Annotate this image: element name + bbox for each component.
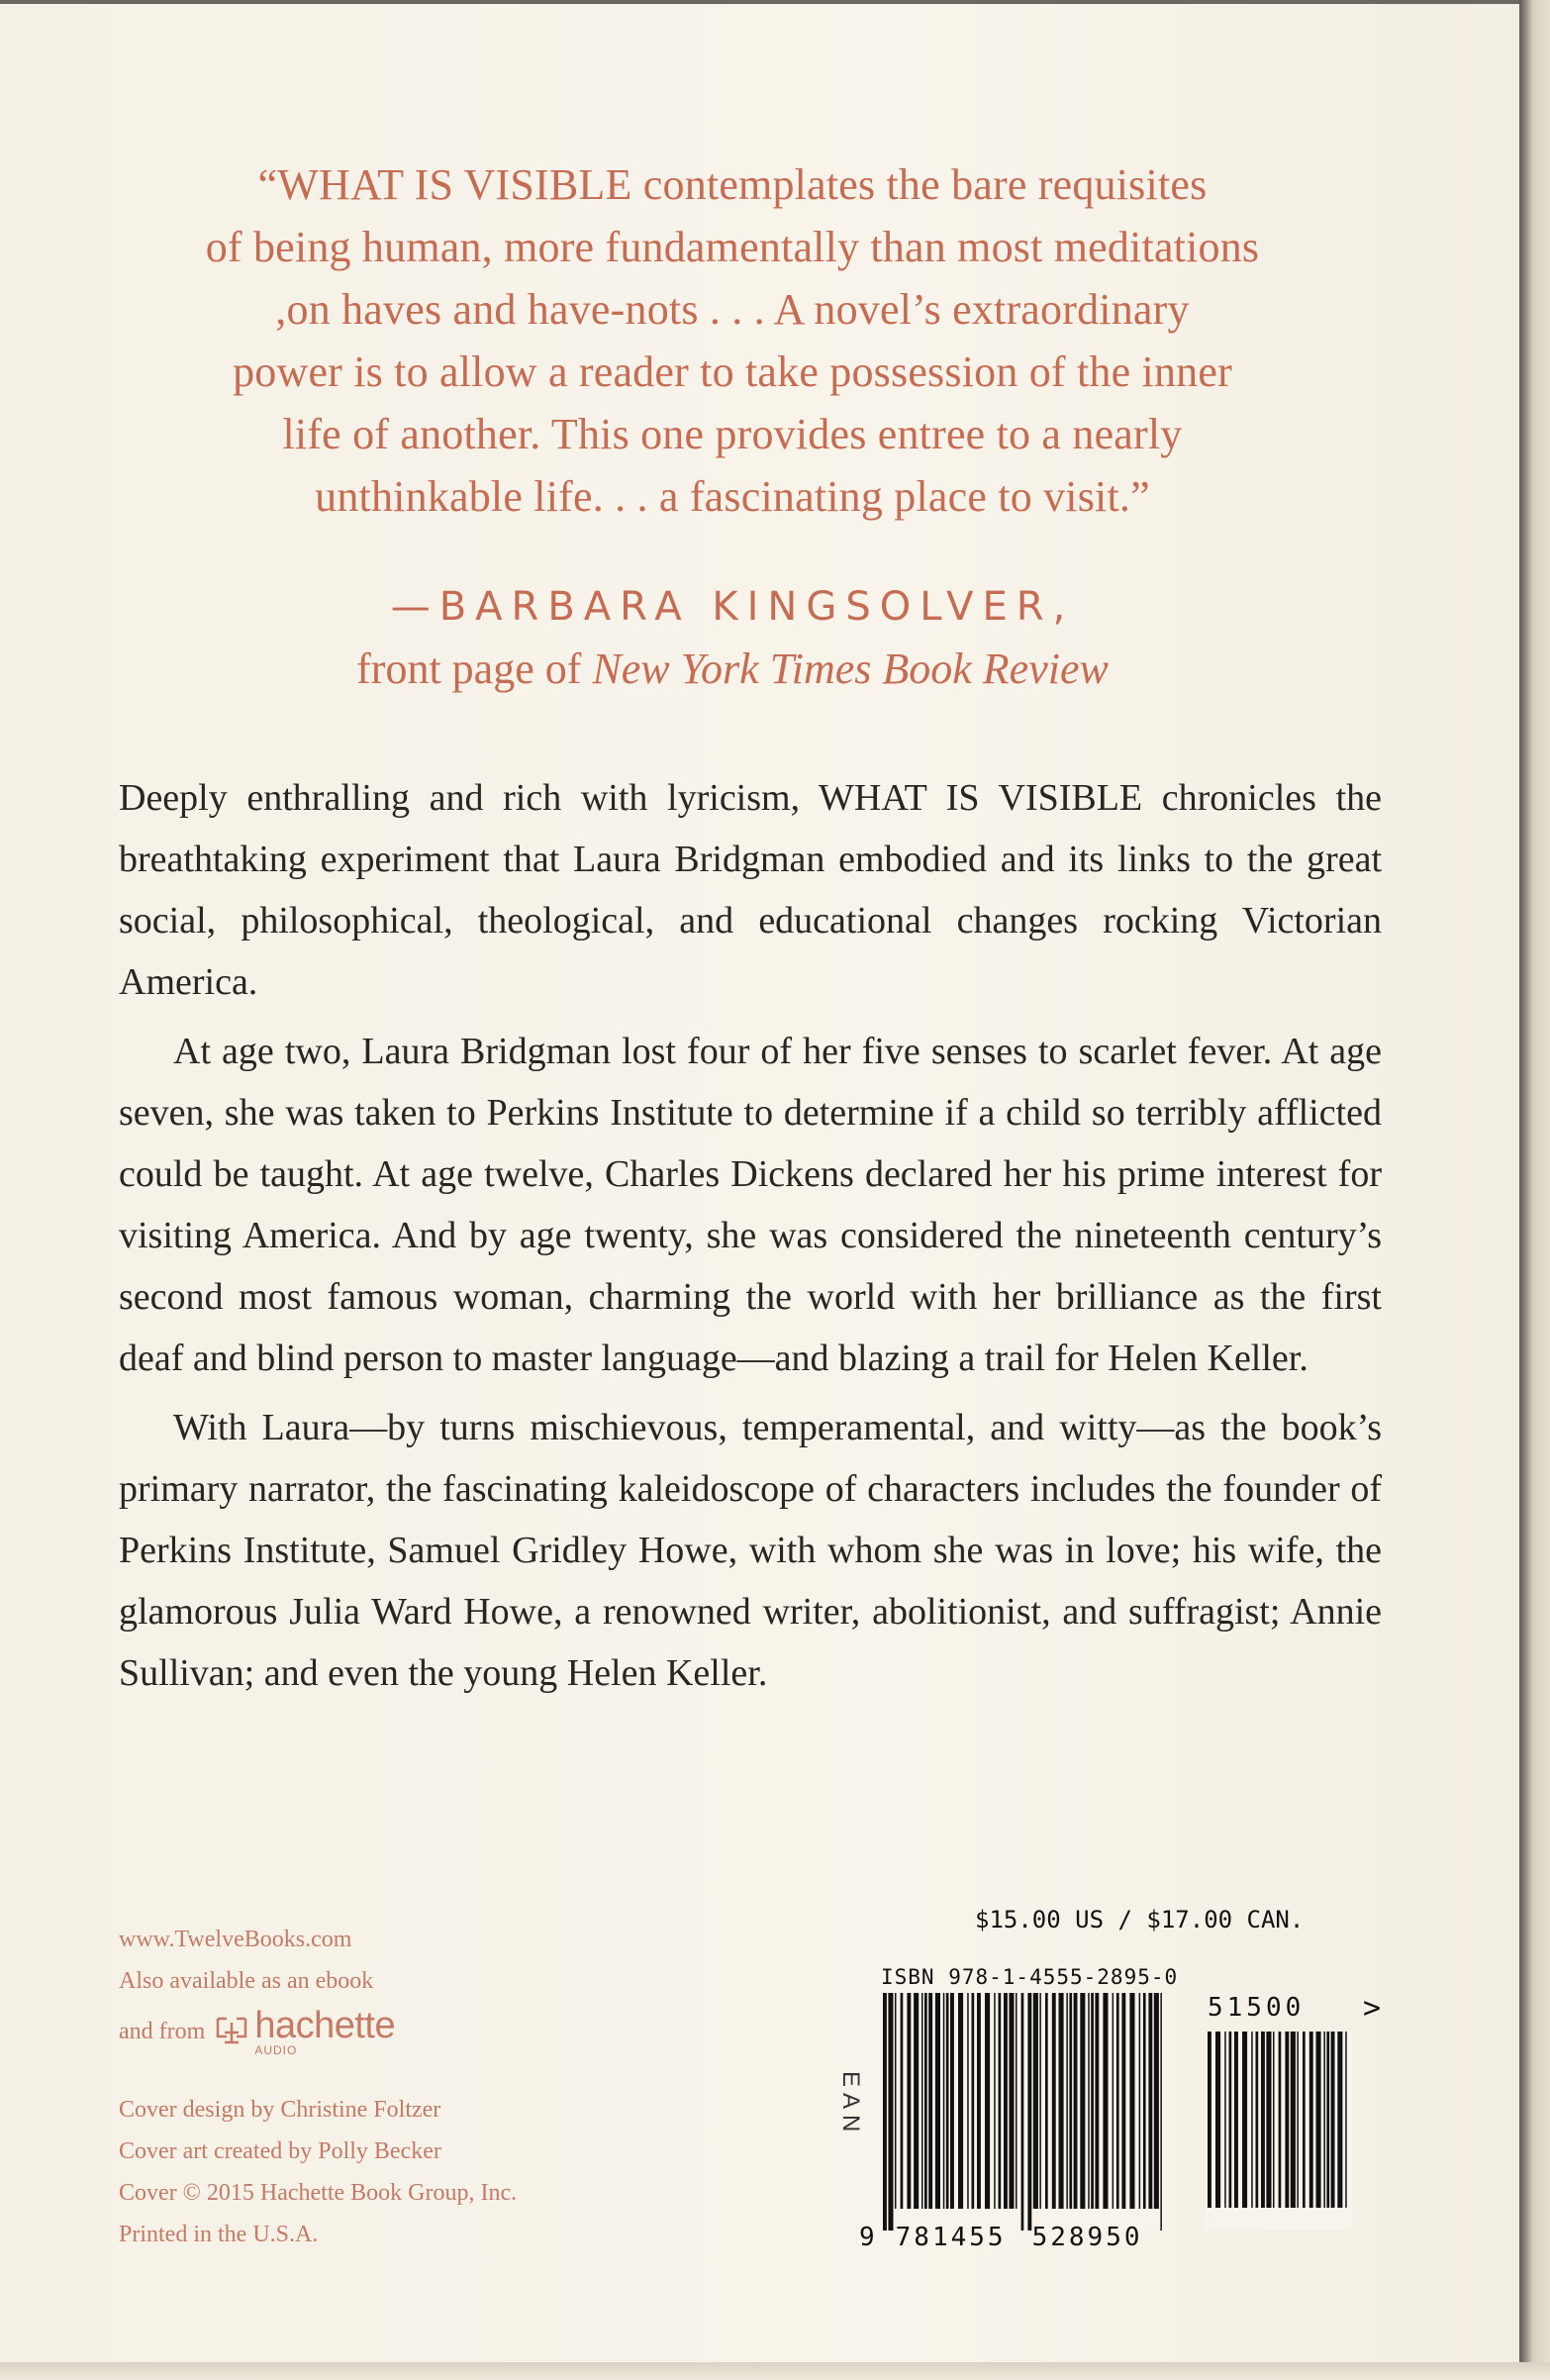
ebook-note: Also available as an ebook — [119, 1968, 374, 1994]
barcode-bar — [1326, 2032, 1329, 2208]
quote-line: power is to allow a reader to take possession of the inner — [233, 347, 1232, 396]
barcode-bar — [1285, 2032, 1289, 2208]
credit-line: Printed in the U.S.A. — [119, 2222, 319, 2247]
barcode-bar — [1009, 1993, 1014, 2209]
description-paragraph: At age two, Laura Bridgman lost four of her five senses to scarlet fever. At age seven, she was taken to Perkins Institute to determine if a child so terribly afflicted could be taught. At age twelve, Charles Dickens declared her his prime interest for visiting America. And by age twenty, she was considered the nineteenth century’s second most famous woman, charming the world with her brilliance as the first deaf and blind person to master language—and blazing a trail for Helen Keller. — [119, 1031, 1382, 1379]
quote-line: life of another. This one provides entree to a nearly — [282, 410, 1183, 458]
barcode-bar — [1208, 2032, 1211, 2208]
bottom-edge — [0, 2362, 1550, 2380]
barcode-bar — [1116, 1993, 1119, 2209]
barcode-bar — [1004, 1993, 1008, 2209]
ean-barcode — [881, 1993, 1168, 2231]
addon-barcode — [1206, 2032, 1352, 2230]
barcode-bar — [994, 1993, 996, 2209]
book-description — [119, 767, 1382, 1712]
barcode-bar — [943, 1993, 945, 2209]
barcode-bar — [1331, 2032, 1335, 2208]
barcode-bar — [999, 1993, 1002, 2209]
addon-digits: 51500 — [1208, 1993, 1306, 2023]
barcode-bar — [1039, 1993, 1041, 2209]
barcode-bar — [907, 1993, 911, 2209]
barcode-bar — [895, 1993, 897, 2209]
barcode-bar — [901, 1993, 904, 2209]
barcode-bar — [1033, 1993, 1038, 2209]
barcode-bar — [1279, 2032, 1282, 2208]
barcode-bar — [1052, 1993, 1056, 2209]
barcode-bar — [1266, 2032, 1271, 2208]
barcode-bar — [1103, 1993, 1108, 2209]
barcode-bar — [1095, 1993, 1099, 2209]
ean-digit-group1: 781455 — [895, 2223, 1007, 2252]
publisher-website[interactable]: www.TwelveBooks.com — [119, 1927, 352, 1952]
publisher-info — [119, 1919, 673, 2255]
hachette-audio-logo — [215, 2007, 395, 2056]
credit-line: Cover design by Christine Foltzer — [119, 2097, 441, 2123]
spine-edge — [1519, 0, 1550, 2380]
barcode-bar — [967, 1993, 969, 2209]
price-label: $15.00 US / $17.00 CAN. — [975, 1906, 1305, 1934]
barcode-bar — [1154, 1993, 1159, 2209]
barcode-bar — [1273, 2032, 1275, 2208]
barcode-bar — [1143, 1993, 1146, 2209]
quote-line: unthinkable life. . . a fascinating place to visit.” — [315, 472, 1150, 521]
barcode-bar — [1234, 2032, 1238, 2208]
quote-source-title: New York Times Book Review — [592, 645, 1109, 693]
cover-credits — [119, 2089, 673, 2255]
barcode-bar — [1088, 1993, 1090, 2209]
credit-line: Cover art created by Polly Becker — [119, 2138, 441, 2164]
quote-line: of being human, more fundamentally than most meditations — [205, 223, 1260, 271]
hachette-logo-word: hachette — [254, 2005, 396, 2046]
barcode-bar — [985, 1993, 990, 2209]
barcode-bar — [935, 1993, 940, 2209]
barcode-bar — [1016, 1993, 1017, 2209]
barcode-bar — [914, 1993, 919, 2209]
barcode-bar — [1160, 1993, 1162, 2231]
barcode-bar — [1066, 1993, 1068, 2209]
barcode-bar — [1256, 2032, 1259, 2208]
barcode-bar — [1323, 2032, 1325, 2208]
barcode-bar — [1113, 1993, 1114, 2209]
barcode-bar — [1229, 2032, 1232, 2208]
barcode-bar — [958, 1993, 963, 2209]
barcode-bar — [1242, 2032, 1247, 2208]
isbn-label: ISBN 978-1-4555-2895-0 — [881, 1965, 1179, 1989]
barcode-bar — [883, 1993, 887, 2231]
barcode-bar — [1345, 2032, 1347, 2208]
barcode-bar — [1074, 1993, 1078, 2209]
review-quote — [119, 153, 1346, 528]
barcode-bar — [972, 1993, 975, 2209]
ean-digit-first: 9 — [859, 2223, 878, 2252]
barcode-bar — [1215, 2032, 1220, 2208]
barcode-bar — [1139, 1993, 1141, 2209]
and-from-label: and from — [119, 2019, 206, 2044]
ean-label: EAN — [837, 2071, 864, 2138]
barcode-bar — [924, 1993, 927, 2209]
barcode-bar — [1316, 2032, 1321, 2208]
quote-attribution: —BARBARA KINGSOLVER, — [390, 584, 1075, 630]
quote-line: ,on haves and have-nots . . . A novel’s extraordinary — [275, 285, 1190, 334]
hachette-logo-sub: AUDIO — [254, 2043, 298, 2057]
audio-row — [119, 2002, 673, 2061]
barcode-bar — [1080, 1993, 1085, 2209]
barcode-bar — [977, 1993, 981, 2209]
ean-digit-group2: 528950 — [1031, 2223, 1143, 2252]
barcode-bar — [950, 1993, 954, 2209]
barcode-bar — [1021, 1993, 1024, 2231]
hachette-logo-icon — [215, 2015, 248, 2048]
barcode-bar — [1297, 2032, 1299, 2208]
barcode-bar — [1251, 2032, 1253, 2208]
barcode-bar — [1069, 1993, 1072, 2209]
description-paragraph: Deeply enthralling and rich with lyricism, WHAT IS VISIBLE chronicles the breathtaking experiment that Laura Bridgman embodied and its links to the great social, philosophical, theological, and educational changes rocking Victorian America. — [119, 777, 1382, 1003]
barcode-bar — [1337, 2032, 1342, 2208]
barcode-bar — [1261, 2032, 1265, 2208]
barcode-bar — [1091, 1993, 1094, 2209]
quote-source — [119, 644, 1346, 694]
credit-line: Cover © 2015 Hachette Book Group, Inc. — [119, 2180, 518, 2206]
barcode-bar — [1027, 1993, 1031, 2231]
barcode-bar — [1224, 2032, 1226, 2208]
barcode-bar — [1045, 1993, 1048, 2209]
barcode-bar — [1121, 1993, 1125, 2209]
barcode-bar — [1148, 1993, 1152, 2209]
quote-line: “WHAT IS VISIBLE contemplates the bare requisites — [257, 160, 1208, 209]
barcode-bar — [1303, 2032, 1306, 2208]
barcode-bar — [1291, 2032, 1296, 2208]
barcode-bar — [1129, 1993, 1134, 2209]
barcode-bar — [921, 1993, 923, 2209]
barcode-bar — [1309, 2032, 1313, 2208]
barcode-bar — [888, 1993, 893, 2231]
barcode-bar — [946, 1993, 949, 2209]
addon-arrow: > — [1363, 1991, 1382, 2026]
quote-source-prefix: front page of — [356, 645, 593, 693]
ean-digits — [859, 2223, 1143, 2252]
description-paragraph: With Laura—by turns mischievous, temperamental, and witty—as the book’s primary narrator, the fascinating kaleidoscope of characters includes the founder of Perkins Institute, Samuel Gridley Howe, with whom she was in love; his wife, the glamorous Julia Ward Howe, a renowned writer, abolitionist, and suffragist; Annie Sullivan; and even the young Helen Keller. — [119, 1407, 1382, 1694]
barcode-bar — [928, 1993, 932, 2209]
barcode-bar — [1059, 1993, 1064, 2209]
